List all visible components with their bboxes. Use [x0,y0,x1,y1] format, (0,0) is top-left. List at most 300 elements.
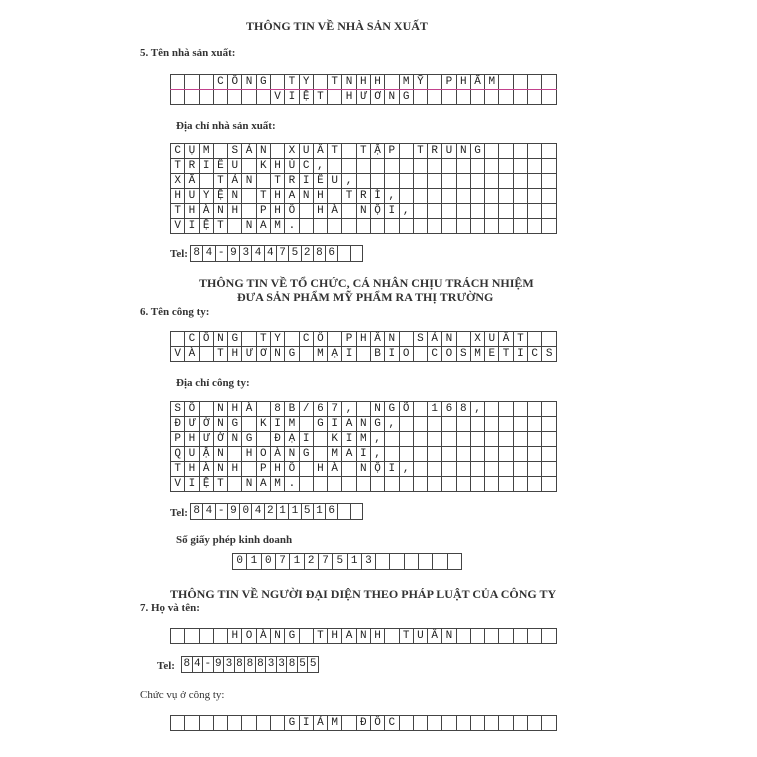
legal-rep-name-grid [170,628,557,644]
grid-cell [399,417,413,432]
grid-cell: Đ [356,716,370,731]
grid-cell [242,417,256,432]
grid-cell [442,432,456,447]
grid-row [171,477,557,492]
grid-cell: 4 [252,504,264,520]
grid-cell: N [356,417,370,432]
grid-cell [342,219,356,234]
grid-cell: N [270,629,284,644]
grid-cell: U [413,629,427,644]
grid-cell [456,417,470,432]
grid-cell: S [456,347,470,362]
grid-cell: Ả [428,332,442,347]
grid-cell: Ộ [370,462,384,477]
grid-cell [470,432,484,447]
grid-cell [499,174,513,189]
grid-cell [428,159,442,174]
grid-row [171,144,557,159]
business-license-grid [232,553,462,570]
grid-cell [513,432,527,447]
grid-cell [313,219,327,234]
grid-cell [499,477,513,492]
grid-cell: G [313,417,327,432]
grid-cell: A [342,629,356,644]
grid-cell: Ạ [285,432,299,447]
grid-cell: H [228,462,242,477]
grid-cell: H [228,347,242,362]
grid-cell: Ạ [328,347,342,362]
grid-cell: Ỹ [413,75,427,90]
grid-cell: À [185,347,199,362]
grid-cell [542,144,557,159]
grid-cell [470,477,484,492]
grid-cell [528,629,542,644]
grid-cell: Ả [228,174,242,189]
grid-cell [485,189,499,204]
grid-row [171,347,557,362]
grid-cell [299,477,313,492]
grid-cell: Y [199,189,213,204]
grid-cell [456,204,470,219]
grid-cell: , [342,174,356,189]
grid-cell [428,189,442,204]
grid-cell: N [228,189,242,204]
grid-cell: Ã [185,174,199,189]
grid-cell [442,219,456,234]
grid-cell [485,90,499,105]
grid-cell: C [528,347,542,362]
grid-cell: A [285,189,299,204]
grid-cell: Ậ [199,447,213,462]
grid-cell: H [370,75,384,90]
grid-cell [199,629,213,644]
grid-cell: , [385,189,399,204]
grid-cell [399,189,413,204]
grid-cell: 1 [289,504,301,520]
grid-cell: H [313,204,327,219]
grid-cell [513,174,527,189]
grid-cell [528,417,542,432]
grid-cell [470,447,484,462]
grid-cell: 8 [191,246,203,262]
grid-cell: N [213,204,227,219]
grid-cell [299,629,313,644]
grid-cell [270,716,284,731]
grid-cell: N [242,174,256,189]
grid-cell [428,432,442,447]
grid-cell: I [185,219,199,234]
grid-cell: H [270,204,284,219]
grid-cell [328,159,342,174]
grid-cell: I [342,432,356,447]
grid-cell [185,629,199,644]
grid-cell: H [270,159,284,174]
grid-cell: U [299,144,313,159]
grid-cell [338,504,350,520]
grid-cell [513,447,527,462]
grid-cell [385,432,399,447]
grid-row [171,159,557,174]
grid-cell [470,716,484,731]
grid-cell: U [328,174,342,189]
position-grid [170,715,557,731]
grid-cell: H [242,447,256,462]
grid-cell: G [399,90,413,105]
grid-cell: S [542,347,557,362]
grid-cell: Ậ [370,144,384,159]
company-address-label: Địa chỉ công ty: [176,377,250,389]
grid-cell: / [299,402,313,417]
grid-cell [499,462,513,477]
grid-cell: G [242,432,256,447]
grid-cell: O [399,347,413,362]
grid-cell [399,432,413,447]
grid-cell [376,554,390,570]
grid-cell [370,174,384,189]
grid-cell [485,432,499,447]
company-tel-grid [190,503,363,520]
grid-cell [370,159,384,174]
grid-cell: N [385,90,399,105]
grid-cell: 1 [290,554,304,570]
grid-cell [228,447,242,462]
grid-cell: Ệ [213,189,227,204]
grid-cell: H [328,629,342,644]
grid-cell [513,716,527,731]
grid-cell [413,417,427,432]
grid-cell: T [213,219,227,234]
grid-cell: I [299,716,313,731]
grid-cell [485,716,499,731]
grid-cell: X [171,174,185,189]
grid-cell [499,716,513,731]
manufacturer-name-grid [170,74,557,105]
grid-cell: , [342,402,356,417]
grid-cell: T [213,347,227,362]
position-label: Chức vụ ở công ty: [140,689,225,701]
grid-cell: Ấ [499,332,513,347]
grid-cell: I [299,432,313,447]
grid-cell [456,432,470,447]
grid-cell [356,477,370,492]
grid-cell [470,417,484,432]
grid-cell: Ờ [213,432,227,447]
grid-cell: A [256,219,270,234]
grid-cell [528,432,542,447]
grid-cell: À [328,462,342,477]
grid-cell: M [270,477,284,492]
grid-cell: G [385,402,399,417]
grid-cell [328,332,342,347]
grid-cell: Ư [356,90,370,105]
grid-cell: H [456,75,470,90]
grid-cell [456,477,470,492]
grid-cell [485,477,499,492]
grid-row [171,204,557,219]
grid-cell [499,189,513,204]
grid-cell: P [171,432,185,447]
grid-cell: 8 [270,402,284,417]
responsible-section-title-line1: THÔNG TIN VỀ TỔ CHỨC, CÁ NHÂN CHỊU TRÁCH NHIỆM [199,276,534,290]
grid-cell [399,332,413,347]
grid-cell [199,347,213,362]
grid-cell: E [485,347,499,362]
grid-cell [485,629,499,644]
grid-cell [442,189,456,204]
grid-cell [513,629,527,644]
grid-cell: H [185,462,199,477]
grid-cell: C [385,716,399,731]
grid-cell [213,144,227,159]
grid-cell [542,629,557,644]
grid-cell: - [215,504,227,520]
grid-cell [499,402,513,417]
grid-cell: C [428,347,442,362]
grid-cell: 4 [252,246,264,262]
grid-cell: À [270,447,284,462]
grid-cell [528,219,542,234]
grid-cell: Ú [285,159,299,174]
grid-cell [528,174,542,189]
grid-cell: 1 [428,402,442,417]
grid-cell: M [270,219,284,234]
grid-cell: N [213,417,227,432]
grid-cell: C [171,144,185,159]
grid-cell: , [370,432,384,447]
grid-cell [256,402,270,417]
grid-cell [499,219,513,234]
grid-cell: Ả [242,144,256,159]
grid-cell [270,144,284,159]
grid-cell: N [270,347,284,362]
grid-cell [528,204,542,219]
grid-cell: , [385,417,399,432]
grid-cell: M [199,144,213,159]
grid-cell: O [442,347,456,362]
grid-cell: Ấ [313,144,327,159]
grid-cell: Ô [199,332,213,347]
grid-cell: 5 [297,657,308,673]
grid-cell: 0 [233,554,247,570]
grid-row [233,554,462,570]
grid-cell [356,219,370,234]
grid-cell: N [356,204,370,219]
grid-cell: . [285,219,299,234]
grid-cell: I [185,477,199,492]
grid-cell: H [313,462,327,477]
grid-cell: 4 [192,657,203,673]
grid-cell [299,417,313,432]
grid-cell [413,159,427,174]
grid-cell [542,432,557,447]
grid-cell: Ụ [185,144,199,159]
grid-cell [470,90,484,105]
grid-cell: 5 [289,246,301,262]
grid-cell: , [399,462,413,477]
grid-row [171,716,557,731]
grid-cell [171,90,185,105]
grid-cell: U [485,332,499,347]
grid-cell [513,75,527,90]
grid-cell [213,716,227,731]
grid-cell: N [456,144,470,159]
grid-cell: H [356,75,370,90]
grid-cell: G [228,332,242,347]
grid-cell: V [171,477,185,492]
grid-cell: N [256,144,270,159]
grid-cell: N [228,432,242,447]
grid-cell: H [342,90,356,105]
grid-cell: Y [270,332,284,347]
grid-cell [399,159,413,174]
grid-cell [528,477,542,492]
grid-cell: N [213,462,227,477]
grid-cell [313,75,327,90]
grid-cell [513,159,527,174]
grid-cell [485,174,499,189]
grid-row [171,402,557,417]
grid-cell [442,90,456,105]
grid-cell: T [171,204,185,219]
grid-cell [499,417,513,432]
grid-cell: Ầ [370,332,384,347]
grid-cell: H [171,189,185,204]
grid-cell [242,159,256,174]
grid-cell [399,219,413,234]
grid-cell: , [399,204,413,219]
grid-cell: N [213,447,227,462]
grid-cell [419,554,433,570]
grid-cell [470,189,484,204]
grid-cell: B [370,347,384,362]
grid-cell [528,159,542,174]
grid-cell: N [342,75,356,90]
grid-cell [542,204,557,219]
grid-cell [528,447,542,462]
grid-cell: P [442,75,456,90]
grid-cell: T [413,144,427,159]
grid-cell: H [228,204,242,219]
grid-cell [428,716,442,731]
grid-cell [385,219,399,234]
grid-cell [528,90,542,105]
grid-cell: Ẩ [470,75,484,90]
grid-cell: Ố [185,402,199,417]
grid-cell [399,144,413,159]
grid-cell: Ệ [199,477,213,492]
grid-cell [413,402,427,417]
company-name-grid [170,331,557,362]
grid-cell: H [185,432,199,447]
grid-cell: , [470,402,484,417]
grid-cell: Ố [370,716,384,731]
grid-cell: I [385,462,399,477]
grid-cell [428,477,442,492]
grid-cell [433,554,447,570]
grid-cell: U [185,447,199,462]
grid-cell: V [171,347,185,362]
grid-cell [513,417,527,432]
grid-cell: O [256,447,270,462]
grid-cell: Ổ [313,332,327,347]
grid-row [171,219,557,234]
grid-cell: À [328,204,342,219]
grid-cell: N [242,477,256,492]
grid-cell: Ộ [370,204,384,219]
grid-cell: G [285,347,299,362]
grid-cell [390,554,404,570]
grid-cell [528,402,542,417]
grid-cell: K [256,159,270,174]
grid-cell [256,716,270,731]
grid-cell: C [185,332,199,347]
grid-cell [428,462,442,477]
grid-cell: Ơ [370,90,384,105]
grid-cell: Q [171,447,185,462]
grid-cell [542,90,557,105]
grid-cell: Đ [171,417,185,432]
grid-cell [342,462,356,477]
grid-cell [228,716,242,731]
grid-cell: 7 [275,554,289,570]
grid-cell: 8 [313,246,325,262]
grid-cell: 9 [213,657,224,673]
grid-cell [442,716,456,731]
grid-cell [385,477,399,492]
grid-cell: I [356,447,370,462]
grid-cell [513,204,527,219]
grid-cell: 8 [234,657,245,673]
grid-cell: X [285,144,299,159]
grid-cell: G [299,447,313,462]
grid-cell [399,716,413,731]
grid-cell [442,447,456,462]
grid-row [171,629,557,644]
grid-cell [428,75,442,90]
grid-row [171,174,557,189]
grid-cell: T [513,332,527,347]
grid-cell [542,462,557,477]
grid-cell [447,554,461,570]
grid-cell: H [313,189,327,204]
grid-cell [485,204,499,219]
grid-cell: T [270,174,284,189]
grid-cell [485,417,499,432]
grid-cell: Ư [242,347,256,362]
grid-cell [485,144,499,159]
grid-row [191,504,363,520]
grid-cell: Ệ [299,90,313,105]
grid-cell [513,462,527,477]
grid-cell: - [215,246,227,262]
company-tel-label: Tel: [170,507,188,519]
grid-cell: Y [299,75,313,90]
grid-cell [513,477,527,492]
grid-cell [399,174,413,189]
grid-cell [485,447,499,462]
grid-cell [470,629,484,644]
grid-cell: N [242,75,256,90]
grid-cell [528,716,542,731]
grid-cell: 1 [247,554,261,570]
grid-cell: - [203,657,214,673]
grid-cell [542,477,557,492]
manufacturer-section-title: THÔNG TIN VỀ NHÀ SẢN XUẤT [246,19,428,33]
grid-cell [456,447,470,462]
grid-cell: T [356,144,370,159]
grid-cell [428,447,442,462]
grid-cell [413,462,427,477]
